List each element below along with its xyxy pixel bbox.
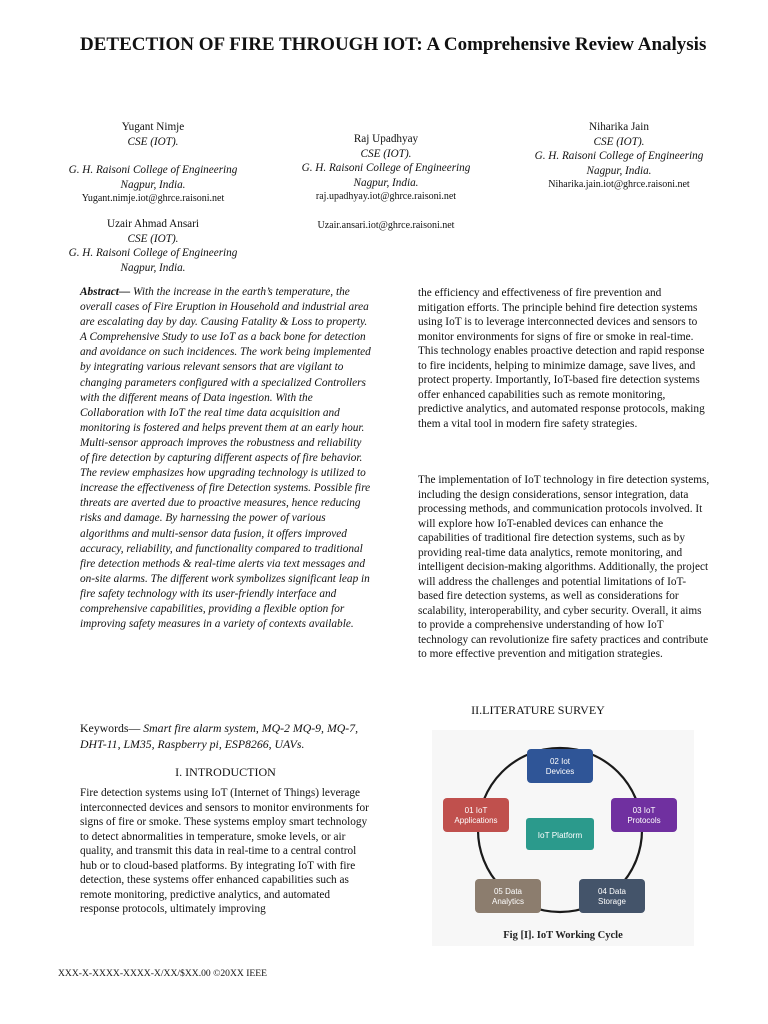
intro-paragraph-1: Fire detection systems using IoT (Internet of Things) leverage interconnected devices and sensors to monitor environments for signs of fire or smoke. These systems employ smart technology to detect abnormalities in temperature, smoke levels, or air quality, and transmit this data in real-time to a central control hub or to cloud-based platforms. By integrating IoT with fire detection, these systems offer enhanced capabilities such as remote monitoring, predictive analytics, and automated response protocols, ultimately improving	[80, 787, 369, 915]
figure-caption: Fig [I]. IoT Working Cycle	[503, 930, 623, 941]
author-role: CSE (IOT).	[593, 135, 645, 148]
section-heading-introduction: I. INTRODUCTION	[175, 765, 276, 779]
cycle-node-label: Applications	[454, 816, 498, 825]
cycle-node-label: 02 Iot	[549, 757, 571, 766]
author-block-3	[519, 120, 719, 193]
keywords-text: Smart fire alarm system, MQ-2 MQ-9, MQ-7, DHT-11, LM35, Raspberry pi, ESP8266, UAVs.	[80, 721, 359, 751]
cycle-node-label: 03 IoT	[632, 806, 656, 815]
author-name: Niharika Jain	[589, 121, 649, 133]
author-email-4	[286, 219, 486, 234]
author-city: Nagpur, India.	[353, 176, 419, 189]
author-email: Uzair.ansari.iot@ghrce.raisoni.net	[317, 220, 455, 231]
cycle-node-label: Analytics	[491, 897, 525, 906]
author-block-4	[53, 217, 253, 275]
cycle-node-label: 04 Data	[597, 887, 627, 896]
cycle-node-applications	[443, 798, 509, 832]
keywords-label: Keywords—	[80, 721, 144, 735]
author-college: G. H. Raisoni College of Engineering	[68, 164, 238, 176]
abstract	[80, 285, 371, 632]
cycle-node-label: Devices	[545, 767, 575, 776]
author-name: Raj Upadhyay	[353, 133, 419, 145]
author-college: G. H. Raisoni College of Engineering	[68, 247, 238, 259]
intro-paragraph-1-continued: the efficiency and effectiveness of fire prevention and mitigation efforts. The principle behind fire detection systems using IoT is to leverage interconnected devices and sensors to monitor environments for signs of fire or smoke in real-time. This technology enables proactive detection and rapid response to fire incidents, helping to minimize damage, save lives, and protect property. Importantly, IoT-based fire detection systems offer enhanced capabilities such as remote monitoring, predictive analytics, and automated response protocols, making them a vital tool in modern fire safety strategies.	[418, 287, 705, 430]
cycle-node-label: Storage	[597, 897, 627, 906]
section-heading-literature-survey: II.LITERATURE SURVEY	[471, 703, 605, 717]
cycle-node-label: 05 Data	[493, 887, 523, 896]
center-node-label: IoT Platform	[537, 831, 583, 840]
author-block-2	[286, 132, 486, 205]
author-college: G. H. Raisoni College of Engineering	[534, 150, 704, 162]
abstract-text: With the increase in the earth’s temperature, the overall cases of Fire Eruption in Household and industrial area are escalating day by day. Causing Fatality & Loss to property. A Comprehensive Study to use IoT as a back bone for detection and avoidance on such incidences. The work being implemented by integrating various relevant sensors that are vigilant to changing parameters configured with a specialized Controllers with the different means of Data ingestion. With the Collaboration with IoT the real time data acquisition and monitoring is fostered and helps prevent them at an early hour. Multi-sensor approach improves the robustness and reliability of fire detection by capturing different aspects of fire behavior. The review emphasizes how upgrading technology is utilized to increase the effectiveness of fire Detection systems. Possible fire threats are averted due to proactive measures, hence reducing risks and damage. By harnessing the power of various algorithms and multi-sensor data fusion, it offers improved accuracy, reliability, and functionality compared to traditional fire detection methods & real-time alerts via text messages and on-site alarms. The different work symbolizes significant leap in fire safety technology with its user-friendly interface and comprehensive capabilities, providing a flexible option for improving safety measures in a variety of contexts available.	[80, 286, 371, 631]
author-block-1	[53, 120, 253, 207]
author-city: Nagpur, India.	[120, 178, 186, 191]
author-city: Nagpur, India.	[120, 261, 186, 274]
cycle-node-box	[475, 879, 541, 913]
footer-copyright: XXX-X-XXXX-XXXX-X/XX/$XX.00 ©20XX IEEE	[58, 968, 267, 979]
cycle-node-box	[527, 749, 593, 783]
keywords	[80, 721, 371, 752]
author-city: Nagpur, India.	[586, 164, 652, 177]
iot-working-cycle-figure	[432, 730, 694, 946]
author-name: Uzair Ahmad Ansari	[107, 218, 199, 230]
paper-title: DETECTION OF FIRE THROUGH IOT: A Comprehensive Review Analysis	[80, 34, 707, 55]
cycle-node-storage	[579, 879, 645, 913]
cycle-node-devices	[527, 749, 593, 783]
author-email: Yugant.nimje.iot@ghrce.raisoni.net	[81, 193, 225, 204]
abstract-dash: —	[118, 286, 134, 298]
cycle-node-box	[443, 798, 509, 832]
cycle-node-label: 01 IoT	[464, 806, 488, 815]
center-node	[526, 818, 594, 850]
author-role: CSE (IOT).	[127, 135, 179, 148]
intro-paragraph-2: The implementation of IoT technology in fire detection systems, including the design considerations, sensor integration, data processing methods, and communication protocols involved. It will explore how IoT-enabled devices can enhance the capabilities of traditional fire detection systems, such as by providing real-time data analytics, remote monitoring, and intelligent decision-making algorithms. Additionally, the project will address the challenges and potential limitations of IoT-based fire detection systems, as well as considerations for scalability, interoperability, and cyber security. Overall, it aims to provide a comprehensive understanding of how IoT technology can revolutionize fire safety practices and contribute to more effective prevention and mitigation strategies.	[418, 474, 710, 660]
author-college: G. H. Raisoni College of Engineering	[301, 162, 471, 174]
cycle-node-analytics	[475, 879, 541, 913]
cycle-node-box	[579, 879, 645, 913]
author-role: CSE (IOT).	[360, 147, 412, 160]
cycle-node-label: Protocols	[627, 816, 661, 825]
cycle-node-box	[611, 798, 677, 832]
author-email: Niharika.jain.iot@ghrce.raisoni.net	[548, 179, 690, 190]
abstract-label: Abstract	[80, 286, 119, 298]
cycle-node-protocols	[611, 798, 677, 832]
author-role: CSE (IOT).	[127, 232, 179, 245]
author-email: raj.upadhyay.iot@ghrce.raisoni.net	[315, 191, 457, 202]
author-name: Yugant Nimje	[121, 121, 185, 133]
